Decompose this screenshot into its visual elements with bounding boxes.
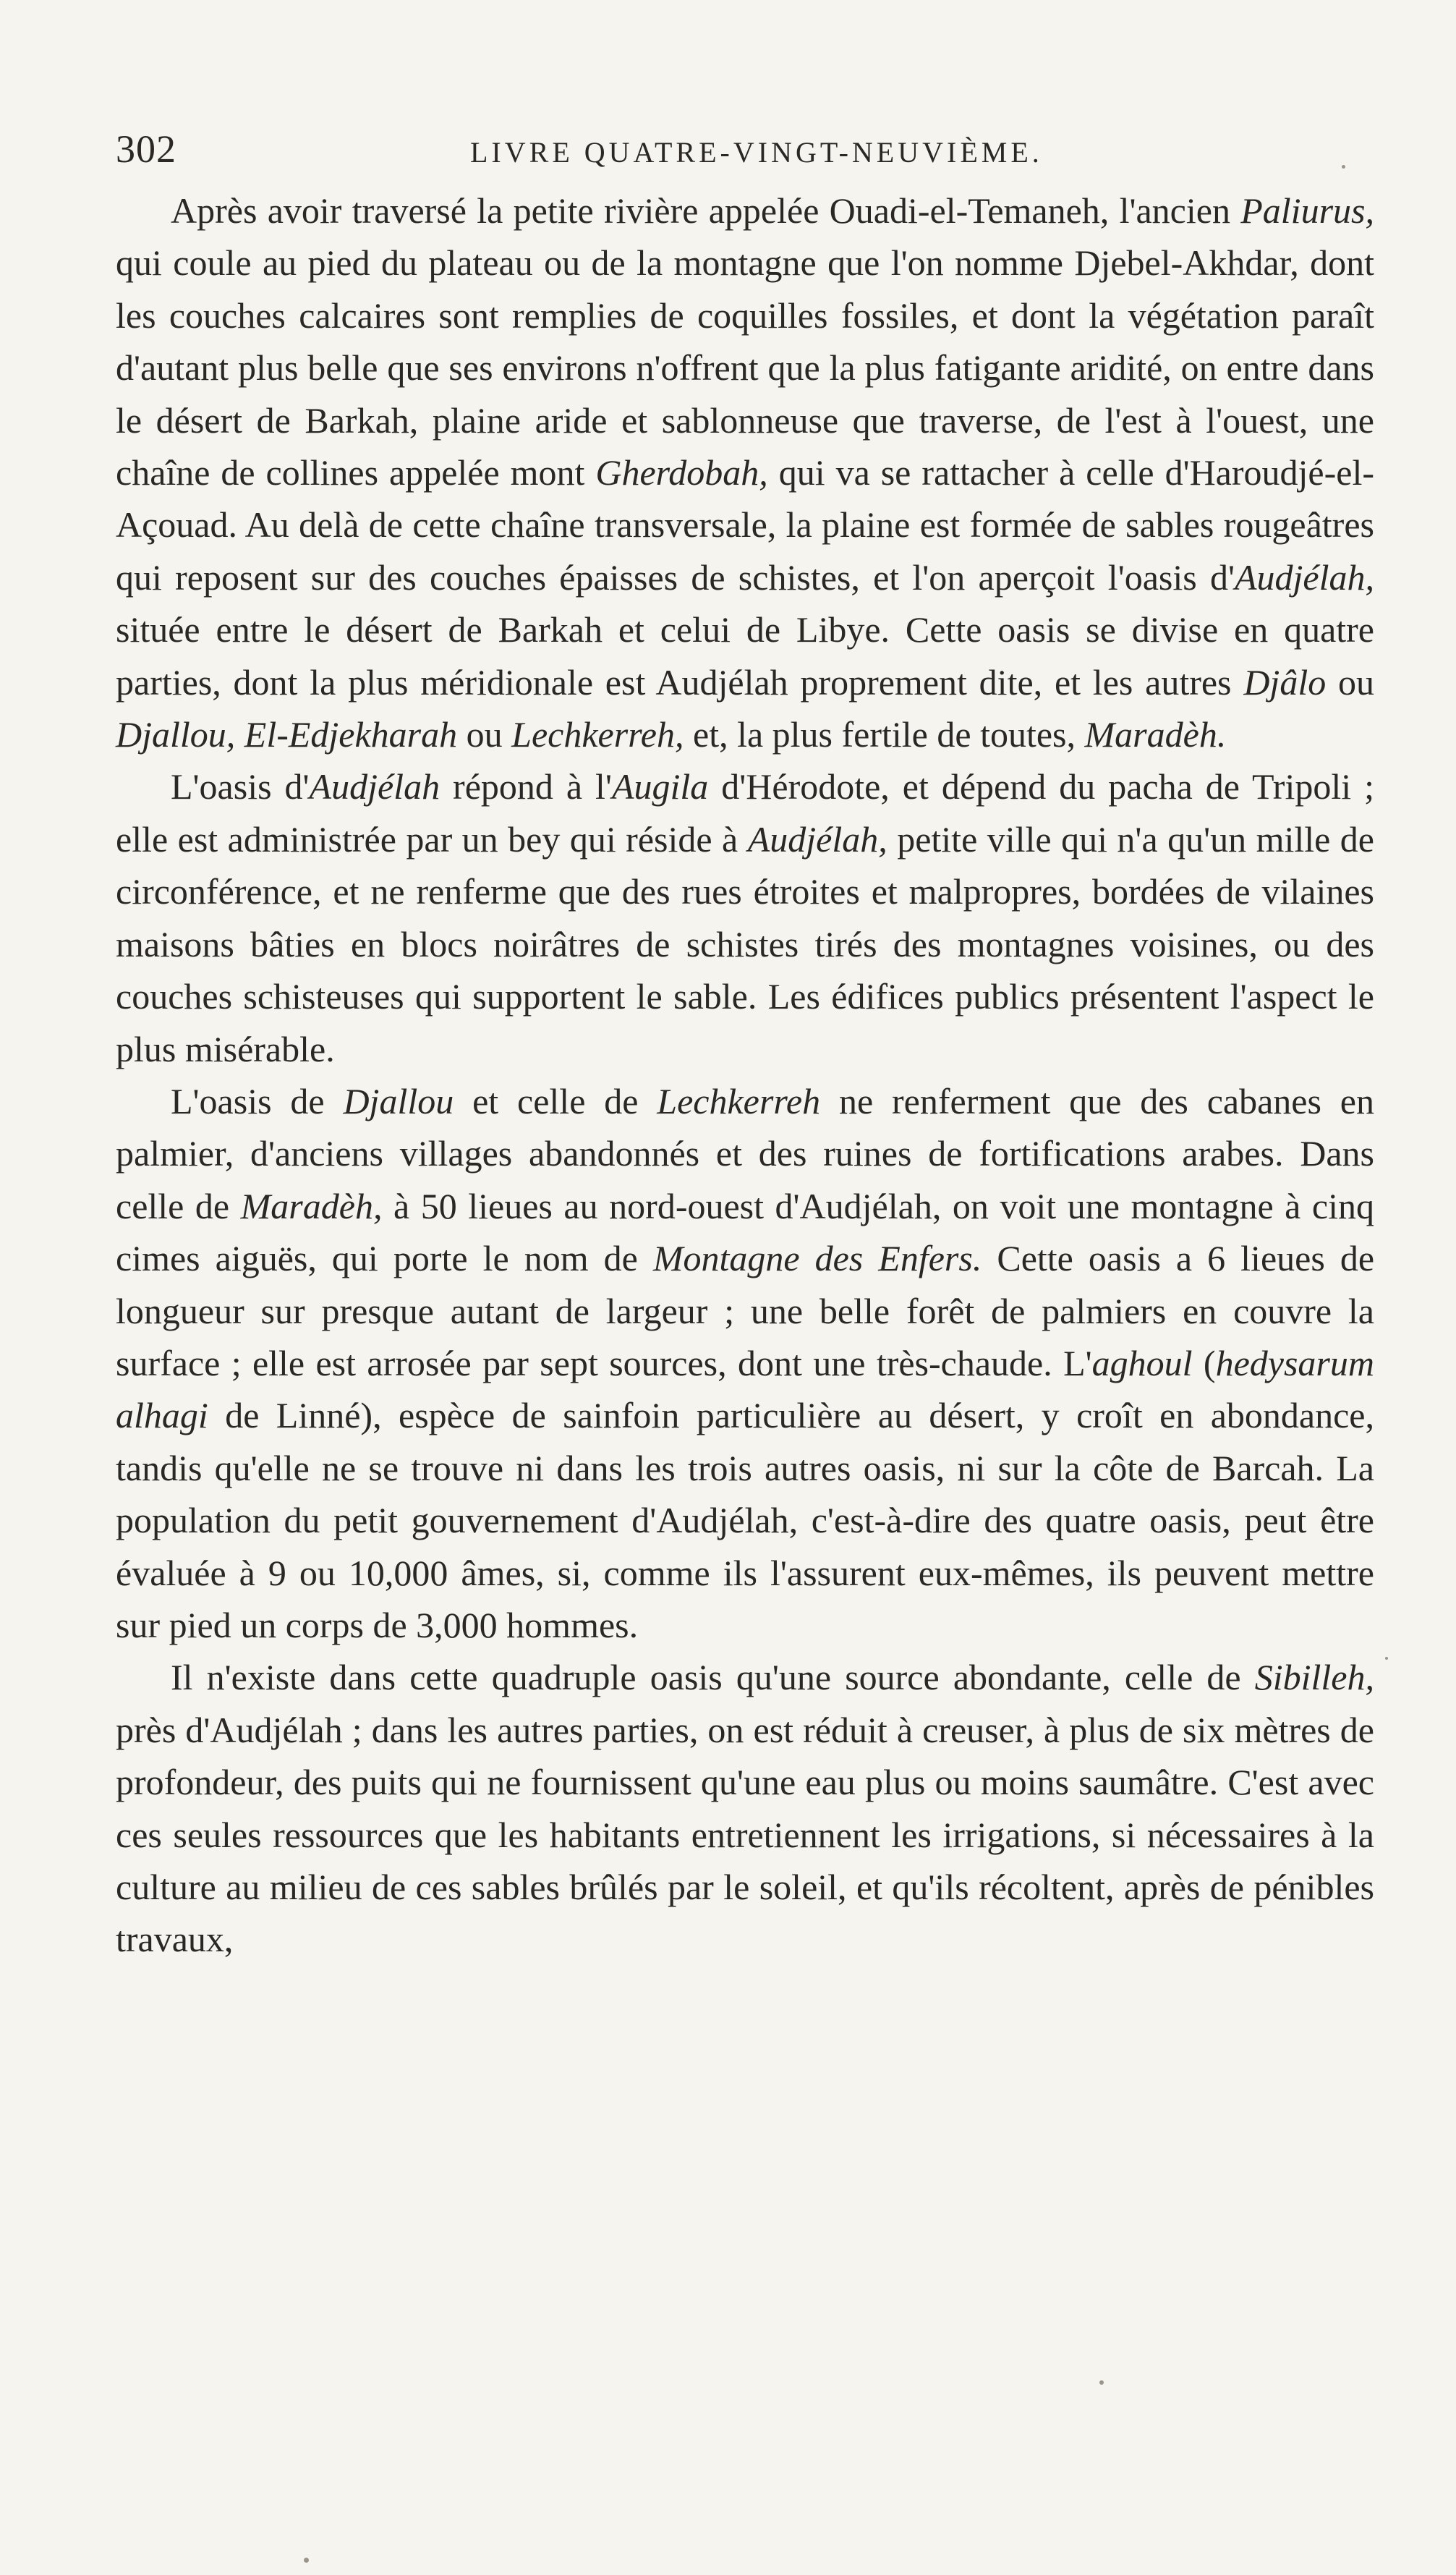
italic-term: Gherdobah, [595,452,768,493]
text-run: ou [457,714,512,755]
text-run: d'Hérodote, et dépend du pacha de Tripoli ; elle est administrée par un bey qui réside à [116,766,1374,860]
italic-term: Djallou [343,1080,454,1121]
italic-term: Djâlo [1243,661,1327,703]
text-run: située entre le désert de Barkah et celui de Libye. Cette oasis se divise en quatre parties, dont la plus méridionale est Audjélah proprement dite, et les autres [116,609,1374,703]
italic-term: Djallou, El-Edjekharah [116,714,458,755]
text-run: répond à l' [440,766,612,807]
running-head: LIVRE QUATRE-VINGT-NEUVIÈME. [470,136,1043,169]
italic-term: hedysarum alhagi [116,1342,1374,1436]
text-run: L'oasis de [171,1080,344,1121]
paper-speck [1099,2380,1104,2385]
italic-term: Montagne des Enfers. [652,1238,982,1279]
text-run: petite ville qui n'a qu'un mille de circonférence, et ne renferme que des rues étroites et malpropres, bordées de vilaines maisons bâties en blocs noirâtres de schistes tirés des montagnes voisines, ou des couches schisteuses qui supportent le sable. Les édifices publics présentent l'aspect le plus misérable. [116,818,1375,1069]
text-run: ( [1192,1342,1216,1383]
paragraph-3 [116,1075,1374,1651]
text-run: à 50 lieues au nord-ouest d'Audjélah, on voit une montagne à cinq cimes aiguës, qui porte le nom de [116,1185,1374,1279]
text-run: et, la plus fertile de toutes, [684,714,1085,755]
italic-term: Augila [611,766,709,807]
text-run: de Linné), espèce de sainfoin particulière au désert, y croît en abondance, tandis qu'elle ne se trouve ni dans les trois autres oasis, ni sur la côte de Barcah. La population du petit gouvernement d'Audjélah, c'est-à-dire des quatre oasis, peut être évaluée à 9 ou 10,000 âmes, si, comme ils l'assurent eux-mêmes, ils peuvent mettre sur pied un corps de 3,000 hommes. [116,1395,1374,1645]
page-number: 302 [116,127,176,171]
italic-term: Paliurus, [1240,190,1374,231]
italic-term: Audjélah, [1234,556,1374,598]
page-header [116,127,1374,184]
italic-term: aghoul [1091,1342,1193,1383]
text-run: qui va se rattacher à celle d'Haroudjé-el-Açouad. Au delà de cette chaîne transversale, la plaine est formée de sables rougeâtres qui reposent sur des couches épaisses de schistes, et l'on aperçoit l'oasis d' [116,452,1374,598]
text-run: ou [1326,661,1375,703]
text-run: ne renferment que des cabanes en palmier, d'anciens villages abandonnés et des ruines de fortifications arabes. Dans celle de [116,1080,1375,1226]
italic-term: Sibilleh, [1254,1657,1374,1698]
paragraph-4 [116,1651,1374,1965]
paragraph-2 [116,760,1374,1074]
text-run: Cette oasis a 6 lieues de longueur sur presque autant de largeur ; une belle forêt de palmiers en couvre la surface ; elle est arrosée par sept sources, dont une très-chaude. L' [116,1238,1375,1383]
paper-speck [1385,1657,1388,1660]
body-text [116,184,1374,1966]
italic-term: Audjélah [309,766,440,807]
italic-term: Maradèh. [1084,714,1227,755]
text-run: près d'Audjélah ; dans les autres parties, on est réduit à creuser, à plus de six mètres de profondeur, des puits qui ne fournissent qu'une eau plus ou moins saumâtre. C'est avec ces seules ressources que les habitants entretiennent les irrigations, si nécessaires à la culture au milieu de ces sables brûlés par le soleil, et qu'ils récoltent, après de pénibles travaux, [116,1709,1374,1960]
paper-speck [304,2558,309,2563]
text-run: et celle de [454,1080,657,1121]
text-run: Il n'existe dans cette quadruple oasis qu'une source abondante, celle de [171,1657,1255,1698]
text-run: L'oasis d' [171,766,310,807]
italic-term: Audjélah, [747,818,887,860]
italic-term: Lechkerreh [657,1080,821,1121]
italic-term: Maradèh, [240,1185,383,1226]
text-run: Après avoir traversé la petite rivière appelée Ouadi-el-Temaneh, l'ancien [171,190,1241,231]
text-run: qui coule au pied du plateau ou de la montagne que l'on nomme Djebel-Akhdar, dont les couches calcaires sont remplies de coquilles fossiles, et dont la végétation paraît d'autant plus belle que ses environs n'offrent que la plus fatigante aridité, on entre dans le désert de Barkah, plaine aride et sablonneuse que traverse, de l'est à l'ouest, une chaîne de collines appelée mont [116,242,1374,493]
paragraph-1 [116,184,1374,760]
italic-term: Lechkerreh, [511,714,684,755]
paper-speck [1342,165,1345,169]
